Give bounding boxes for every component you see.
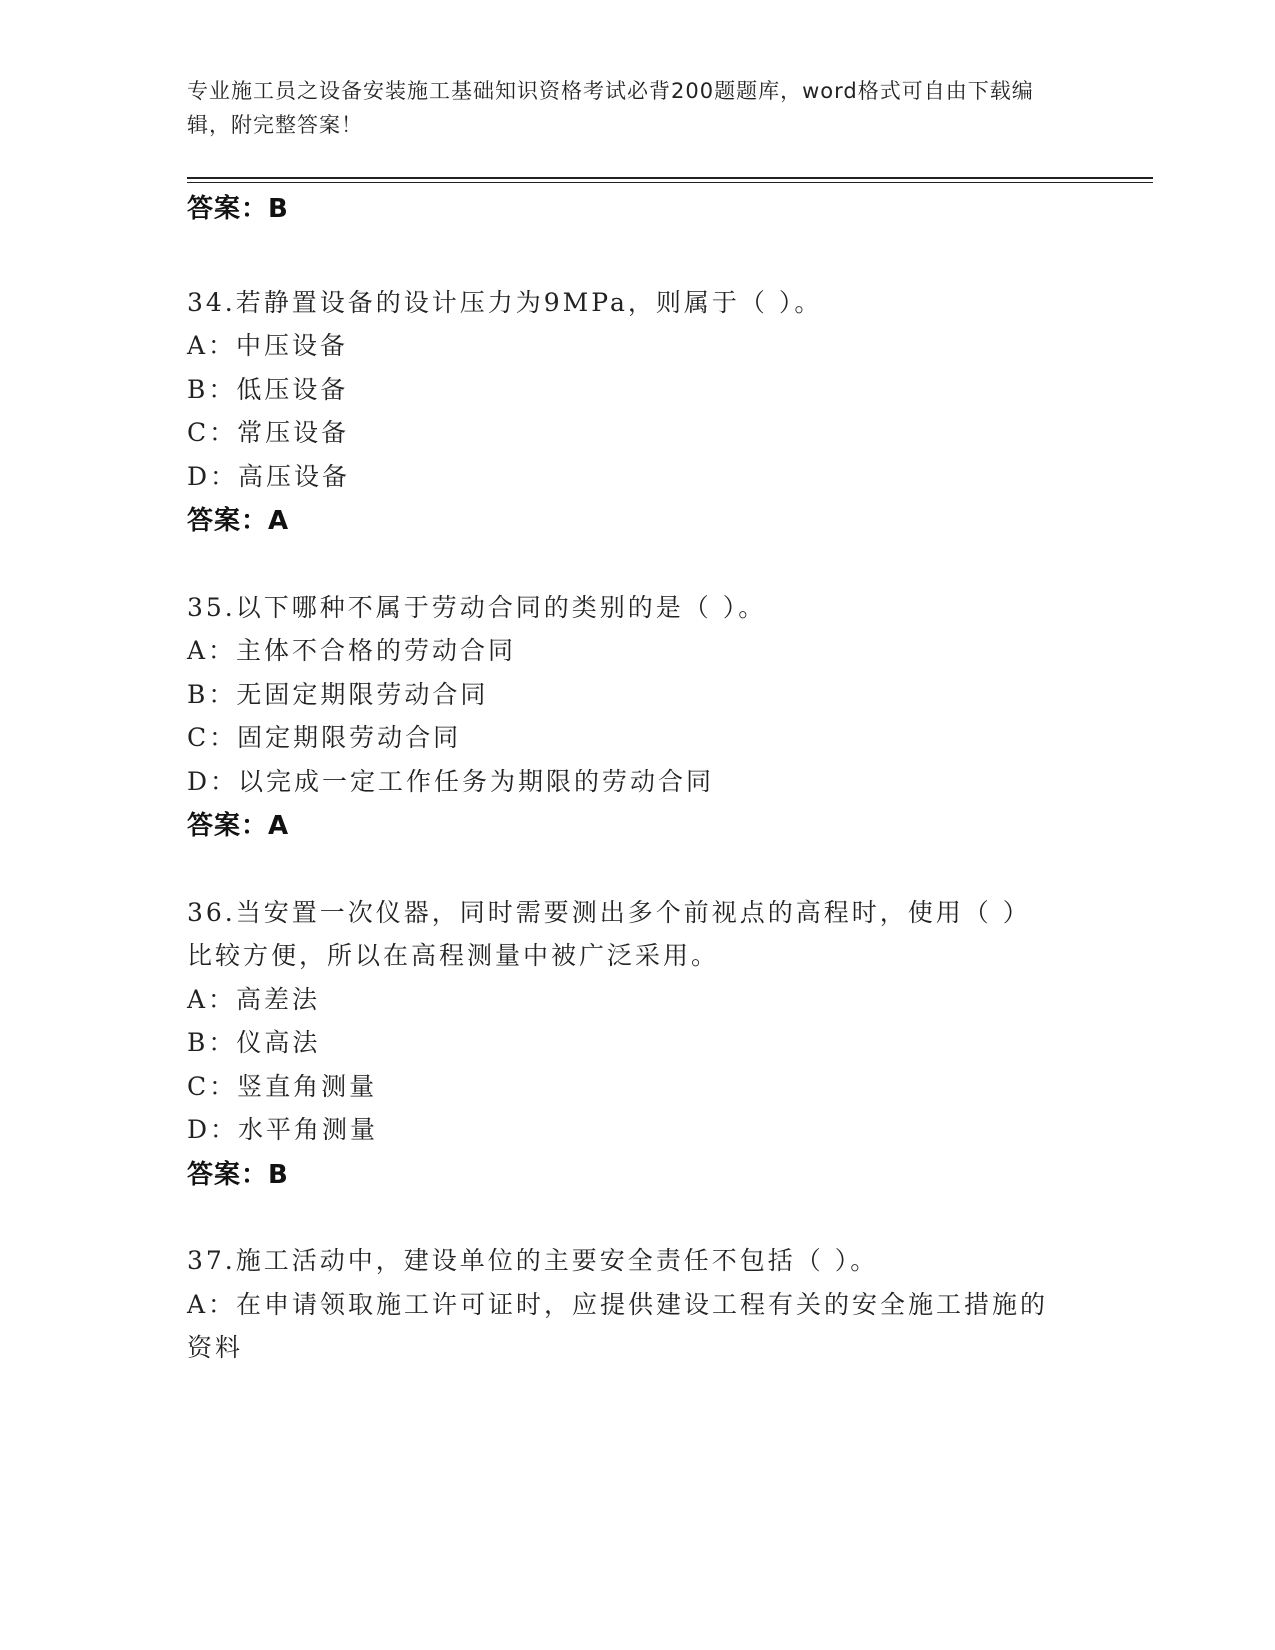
question-35-option-c: C：固定期限劳动合同 [187, 723, 462, 752]
question-34-option-a: A：中压设备 [187, 331, 349, 360]
header-divider-thin [187, 182, 1153, 183]
question-36-option-b: B：仪高法 [187, 1028, 321, 1057]
question-35-option-b: B：无固定期限劳动合同 [187, 680, 489, 709]
question-34-option-b: B：低压设备 [187, 375, 349, 404]
question-36-option-c: C：竖直角测量 [187, 1072, 378, 1101]
answer-33: 答案：B [187, 194, 289, 224]
question-34-option-d: D：高压设备 [187, 462, 351, 491]
question-36-stem: 36.当安置一次仪器，同时需要测出多个前视点的高程时，使用（ ） [187, 898, 1031, 927]
answer-36: 答案：B [187, 1160, 289, 1190]
question-34-stem: 34.若静置设备的设计压力为9MPa，则属于（ ）。 [187, 288, 823, 317]
question-36-option-a: A：高差法 [187, 985, 321, 1014]
answer-34: 答案：A [187, 506, 290, 536]
question-37-stem: 37.施工活动中，建设单位的主要安全责任不包括（ ）。 [187, 1246, 879, 1275]
question-35-stem: 35.以下哪种不属于劳动合同的类别的是（ ）。 [187, 593, 767, 622]
answer-35: 答案：A [187, 811, 290, 841]
question-35-option-d: D：以完成一定工作任务为期限的劳动合同 [187, 767, 715, 796]
question-34-option-c: C：常压设备 [187, 418, 350, 447]
question-35-option-a: A：主体不合格的劳动合同 [187, 636, 517, 665]
header-divider [187, 177, 1153, 179]
question-37-option-a: A：在申请领取施工许可证时，应提供建设工程有关的安全施工措施的 [187, 1290, 1049, 1319]
question-36-option-d: D：水平角测量 [187, 1115, 379, 1144]
question-36-stem-continued: 比较方便，所以在高程测量中被广泛采用。 [187, 941, 720, 970]
question-37-option-a-continued: 资料 [187, 1333, 244, 1362]
document-header: 专业施工员之设备安装施工基础知识资格考试必背200题题库，word格式可自由下载编辑，附完整答案！ [187, 79, 1034, 137]
